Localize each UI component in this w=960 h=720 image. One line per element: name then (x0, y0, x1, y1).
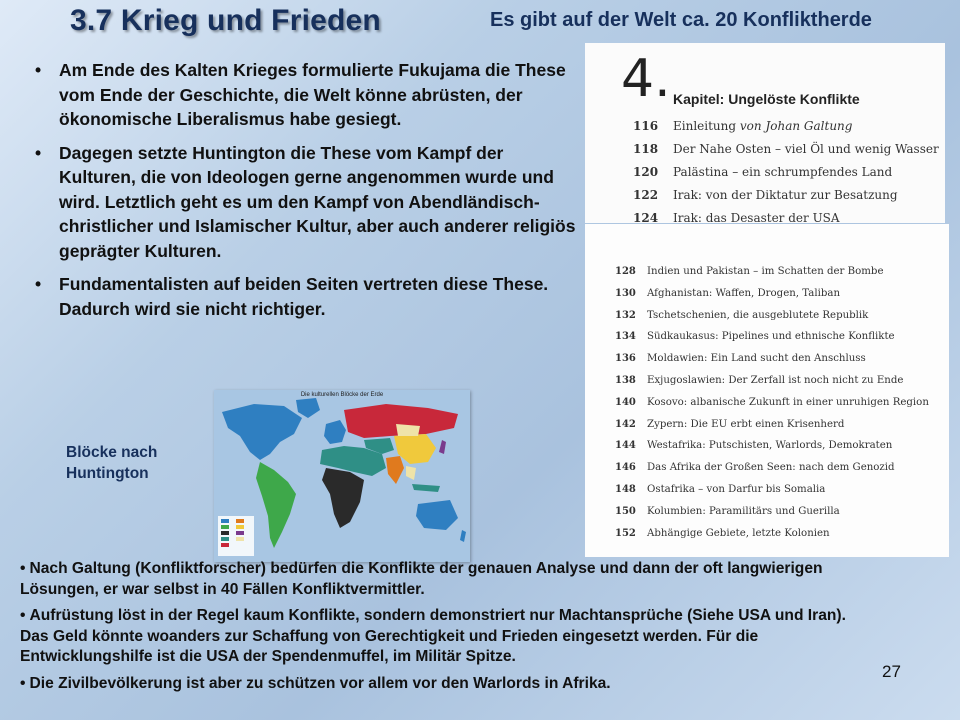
toc-entry (633, 142, 939, 156)
map-legend-swatch (221, 525, 229, 529)
slide-title: 3.7 Krieg und Frieden (70, 4, 381, 37)
toc-page-number: 124 (633, 211, 659, 223)
toc-entry (615, 484, 825, 495)
toc-page-number: 130 (615, 287, 636, 299)
toc-entry-title: Kolumbien: Paramilitärs und Guerilla (647, 505, 840, 517)
bullet-huntington: • Dagegen setzte Huntington die These vom Kampf der Kulturen, die von Ideologen gerne angenommen wurde und wird. Letztlich geht es um den Kampf von Abendländisch-christlicher und Islamischer Kultur, aber auch anderer religiös geprägter Kulturen. (35, 141, 585, 264)
bullet-galtung: • Nach Galtung (Konfliktforscher) bedürfen die Konflikte der genauen Analyse und dann der oft langwierigen Lösungen, er war selbst in 40 Fällen Konfliktvermittler. (20, 560, 823, 598)
toc-entry (615, 506, 840, 517)
bullet-fukujama: • Am Ende des Kalten Krieges formulierte Fukujama die These vom Ende der Geschichte, die Welt könne abrüsten, der ökonomische Liberalismus habe gesiegt. (35, 58, 585, 132)
toc-entry (633, 119, 852, 133)
toc-page-number: 144 (615, 440, 636, 452)
toc-page-number: 134 (615, 331, 636, 343)
toc-entry-title: Kosovo: albanische Zukunft in einer unruhigen Region (647, 396, 929, 408)
bottom-bullet-list (20, 559, 870, 700)
toc-entry (615, 375, 903, 386)
bullet-aufruestung: • Aufrüstung löst in der Regel kaum Konflikte, sondern demonstriert nur Machtansprüche (Siehe USA und Iran). Das Geld könnte woanders zur Schaffung von Gerechtigkeit und Frieden eingesetzt werden. Für die Entwicklungshilfe ist die USA der Spendenmuffel, im Militär Spitze. (20, 607, 846, 665)
toc-entry-title: Afghanistan: Waffen, Drogen, Taliban (647, 287, 841, 299)
toc-page-number: 120 (633, 165, 659, 179)
toc-page-number: 140 (615, 396, 636, 408)
map-legend-swatch (221, 543, 229, 547)
toc-entry-title: Zypern: Die EU erbt einen Krisenherd (647, 418, 845, 430)
toc-page-number: 132 (615, 309, 636, 321)
map-legend-swatch (236, 519, 244, 523)
bullet-galtung-text: Nach Galtung (Konfliktforscher) bedürfen die Konflikte der genauen Analyse und dann der oft langwierigen Lösungen, er war selbst in 40 Fällen Konfliktvermittler. (20, 560, 823, 598)
toc-entry (615, 353, 866, 364)
toc-entry-title: Irak: von der Diktatur zur Besatzung (673, 188, 898, 202)
map-region (396, 424, 420, 436)
toc-entry (615, 397, 929, 408)
chapter-number: 4. (621, 49, 671, 109)
toc-page-number: 128 (615, 266, 636, 277)
toc-page-number: 136 (615, 353, 636, 365)
map-legend-swatch (236, 525, 244, 529)
bullet-zivilbevoelkerung: • Die Zivilbevölkerung ist aber zu schützen vor allem vor den Warlords in Afrika. (20, 674, 611, 692)
slide-subtitle: Es gibt auf der Welt ca. 20 Konfliktherde (490, 9, 872, 31)
world-map-image (214, 390, 470, 562)
map-title: Die kulturellen Blöcke der Erde (300, 392, 384, 398)
toc-entry-title: Indien und Pakistan – im Schatten der Bombe (647, 266, 884, 277)
toc-entry (615, 440, 892, 451)
toc-entry (633, 211, 840, 223)
toc-entry-title: Palästina – ein schrumpfendes Land (673, 165, 893, 179)
toc-entry-title: Tschetschenien, die ausgeblutete Republik (647, 309, 869, 321)
toc-entry-title: Der Nahe Osten – viel Öl und wenig Wasser (673, 142, 939, 156)
toc-entry (615, 266, 884, 277)
toc-entry-title: Einleitung (673, 119, 737, 133)
toc-page-number: 148 (615, 484, 636, 495)
map-caption-text: Blöcke nach Huntington (66, 444, 158, 482)
toc-entry-title: Abhängige Gebiete, letzte Kolonien (647, 527, 830, 539)
toc-entry-title: Exjugoslawien: Der Zerfall ist noch nicht zu Ende (647, 375, 904, 386)
toc-entry-title: Südkaukasus: Pipelines und ethnische Konflikte (647, 331, 895, 343)
toc-page-number: 116 (633, 119, 659, 133)
map-legend-swatch (221, 537, 229, 541)
toc-entry (615, 310, 868, 321)
toc-entry-title: Moldawien: Ein Land sucht den Anschluss (647, 353, 866, 365)
toc-page-number: 152 (615, 527, 636, 539)
toc-entry (615, 288, 840, 299)
bullet-fundamentalists: • Fundamentalisten auf beiden Seiten vertreten diese These. Dadurch wird sie nicht richtiger. (35, 272, 585, 321)
toc-entry (633, 165, 892, 179)
map-legend-swatch (236, 537, 244, 541)
chapter-title: Kapitel: Ungelöste Konflikte (673, 91, 860, 107)
page-number: 27 (882, 662, 901, 681)
map-legend-swatch (236, 531, 244, 535)
toc-entry-author: von Johan Galtung (739, 119, 853, 133)
bullet-zivil-text: Die Zivilbevölkerung ist aber zu schützen vor allem vor den Warlords in Afrika. (29, 674, 611, 692)
book-toc-top (585, 43, 945, 223)
toc-page-number: 138 (615, 375, 636, 386)
toc-entry (615, 331, 895, 342)
cultural-blocks-map (214, 390, 470, 562)
toc-entry-title: Westafrika: Putschisten, Warlords, Demokraten (647, 440, 893, 452)
main-bullet-list (35, 58, 585, 330)
toc-page-number: 118 (633, 142, 659, 156)
bullet-aufruestung-text: Aufrüstung löst in der Regel kaum Konflikte, sondern demonstriert nur Machtansprüche (Siehe USA und Iran). Das Geld könnte woanders zur Schaffung von Gerechtigkeit und Frieden eingesetzt werden. Für die Entwicklungshilfe ist die USA der Spendenmuffel, im Militär Spitze. (20, 607, 846, 665)
toc-page-number: 122 (633, 188, 659, 202)
map-caption (66, 442, 176, 484)
toc-page-number: 146 (615, 462, 636, 474)
toc-entry (633, 188, 898, 202)
toc-entry (615, 462, 895, 473)
toc-entry (615, 419, 844, 430)
toc-entry-title: Irak: das Desaster der USA (673, 211, 840, 223)
toc-page-number: 142 (615, 418, 636, 430)
toc-entry-title: Ostafrika – von Darfur bis Somalia (647, 484, 826, 495)
map-legend-swatch (221, 531, 229, 535)
book-toc-bottom (585, 224, 949, 557)
toc-entry-title: Das Afrika der Großen Seen: nach dem Genozid (647, 462, 895, 474)
toc-entry (615, 528, 830, 539)
map-legend-swatch (221, 519, 229, 523)
toc-page-number: 150 (615, 505, 636, 517)
